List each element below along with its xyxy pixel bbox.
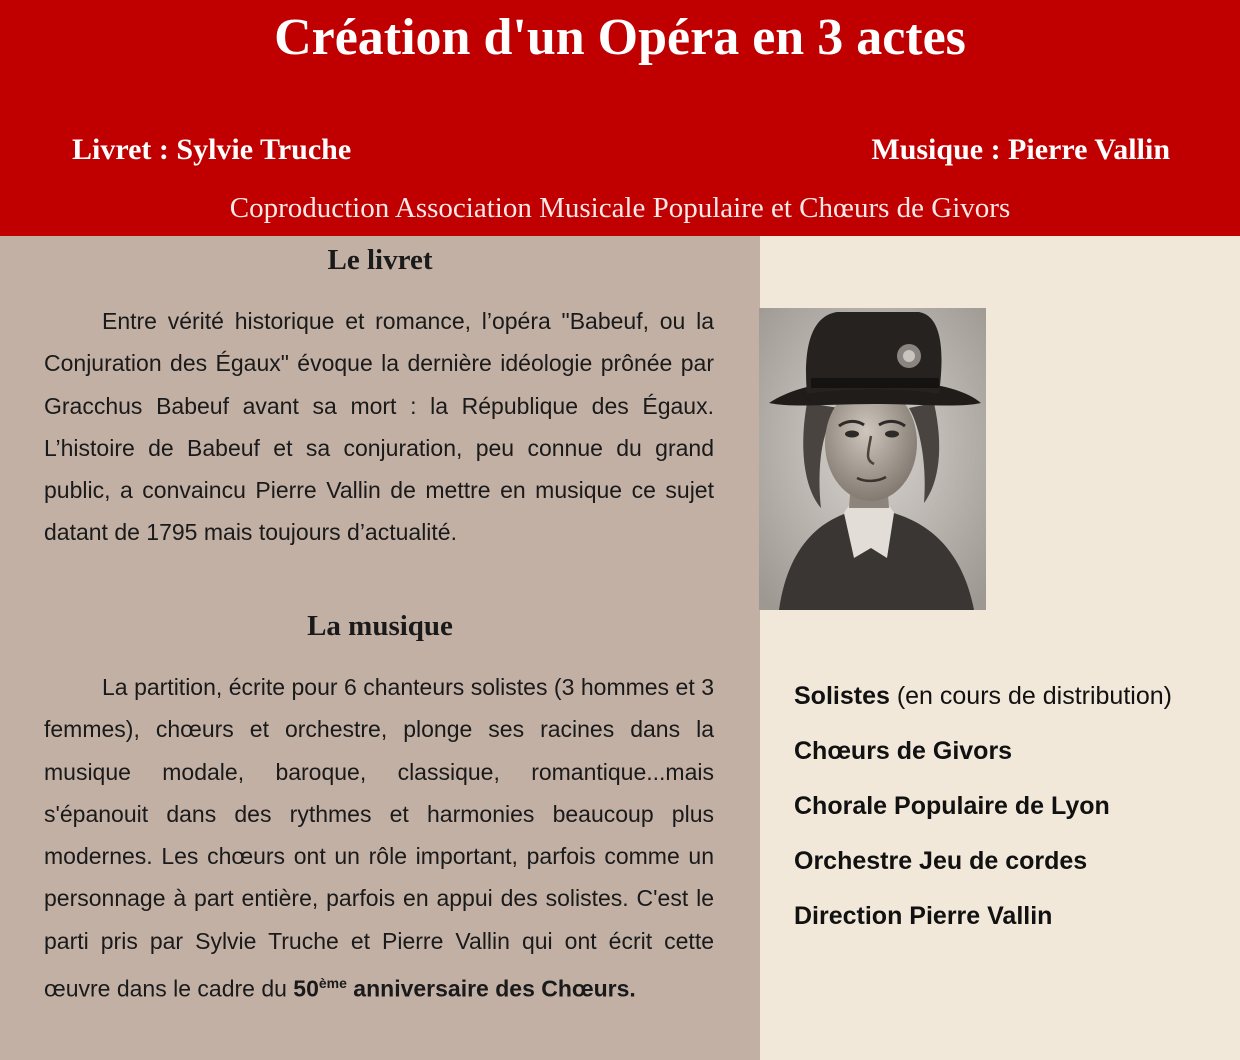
soloists-note: (en cours de distribution) <box>889 682 1172 710</box>
music-paragraph-text: La partition, écrite pour 6 chanteurs solistes (3 hommes et 3 femmes), chœurs et orchestre, plonge ses racines dans la musique modale, baroque, classique, romantique...mais s'épanouit dans des rythmes et harmonies beaucoup plus modernes. Les chœurs ont un rôle important, parfois comme un personnage à part entière, parfois en appui des solistes. C'est le parti pris par Sylvie Truche et Pierre Vallin qui ont écrit cette œuvre dans le cadre du <box>44 674 714 1002</box>
libretto-credit: Livret : Sylvie Truche <box>72 133 352 166</box>
cast-item-choir <box>794 727 1224 782</box>
music-heading: La musique <box>307 610 453 642</box>
music-credit: Musique : Pierre Vallin <box>871 133 1170 166</box>
orchestra-label: Orchestre Jeu de cordes <box>794 847 1088 875</box>
direction-label: Direction Pierre Vallin <box>794 902 1053 930</box>
libretto-heading: Le livret <box>327 244 433 276</box>
anniversary-ending: anniversaire des Chœurs. <box>346 975 636 1002</box>
cast-list <box>794 672 1224 947</box>
cast-item-chorale <box>794 782 1224 837</box>
anniversary-suffix: ème <box>318 975 347 992</box>
page-title: Création d'un Opéra en 3 actes <box>274 9 966 66</box>
description-panel <box>0 236 760 1060</box>
cast-item-soloists <box>794 672 1224 727</box>
portrait-image <box>759 308 986 610</box>
choir-label: Chœurs de Givors <box>794 737 1013 765</box>
header-banner <box>0 0 1240 236</box>
coproduction-line: Coproduction Association Musicale Populaire et Chœurs de Givors <box>229 192 1011 224</box>
portrait-engraving-icon <box>759 308 986 610</box>
cast-item-orchestra <box>794 837 1224 892</box>
soloists-label: Solistes <box>794 682 890 710</box>
music-paragraph <box>44 666 714 1010</box>
anniversary-number: 50 <box>293 975 319 1002</box>
cast-item-direction <box>794 892 1224 947</box>
libretto-paragraph: Entre vérité historique et romance, l’opéra "Babeuf, ou la Conjuration des Égaux" évoque la dernière idéologie prônée par Gracchus Babeuf avant sa mort : la République des Égaux. L’histoire de Babeuf et sa conjuration, peu connue du grand public, a convaincu Pierre Vallin de mettre en musique ce sujet datant de 1795 mais toujours d’actualité. <box>44 308 714 546</box>
chorale-label: Chorale Populaire de Lyon <box>794 792 1110 820</box>
